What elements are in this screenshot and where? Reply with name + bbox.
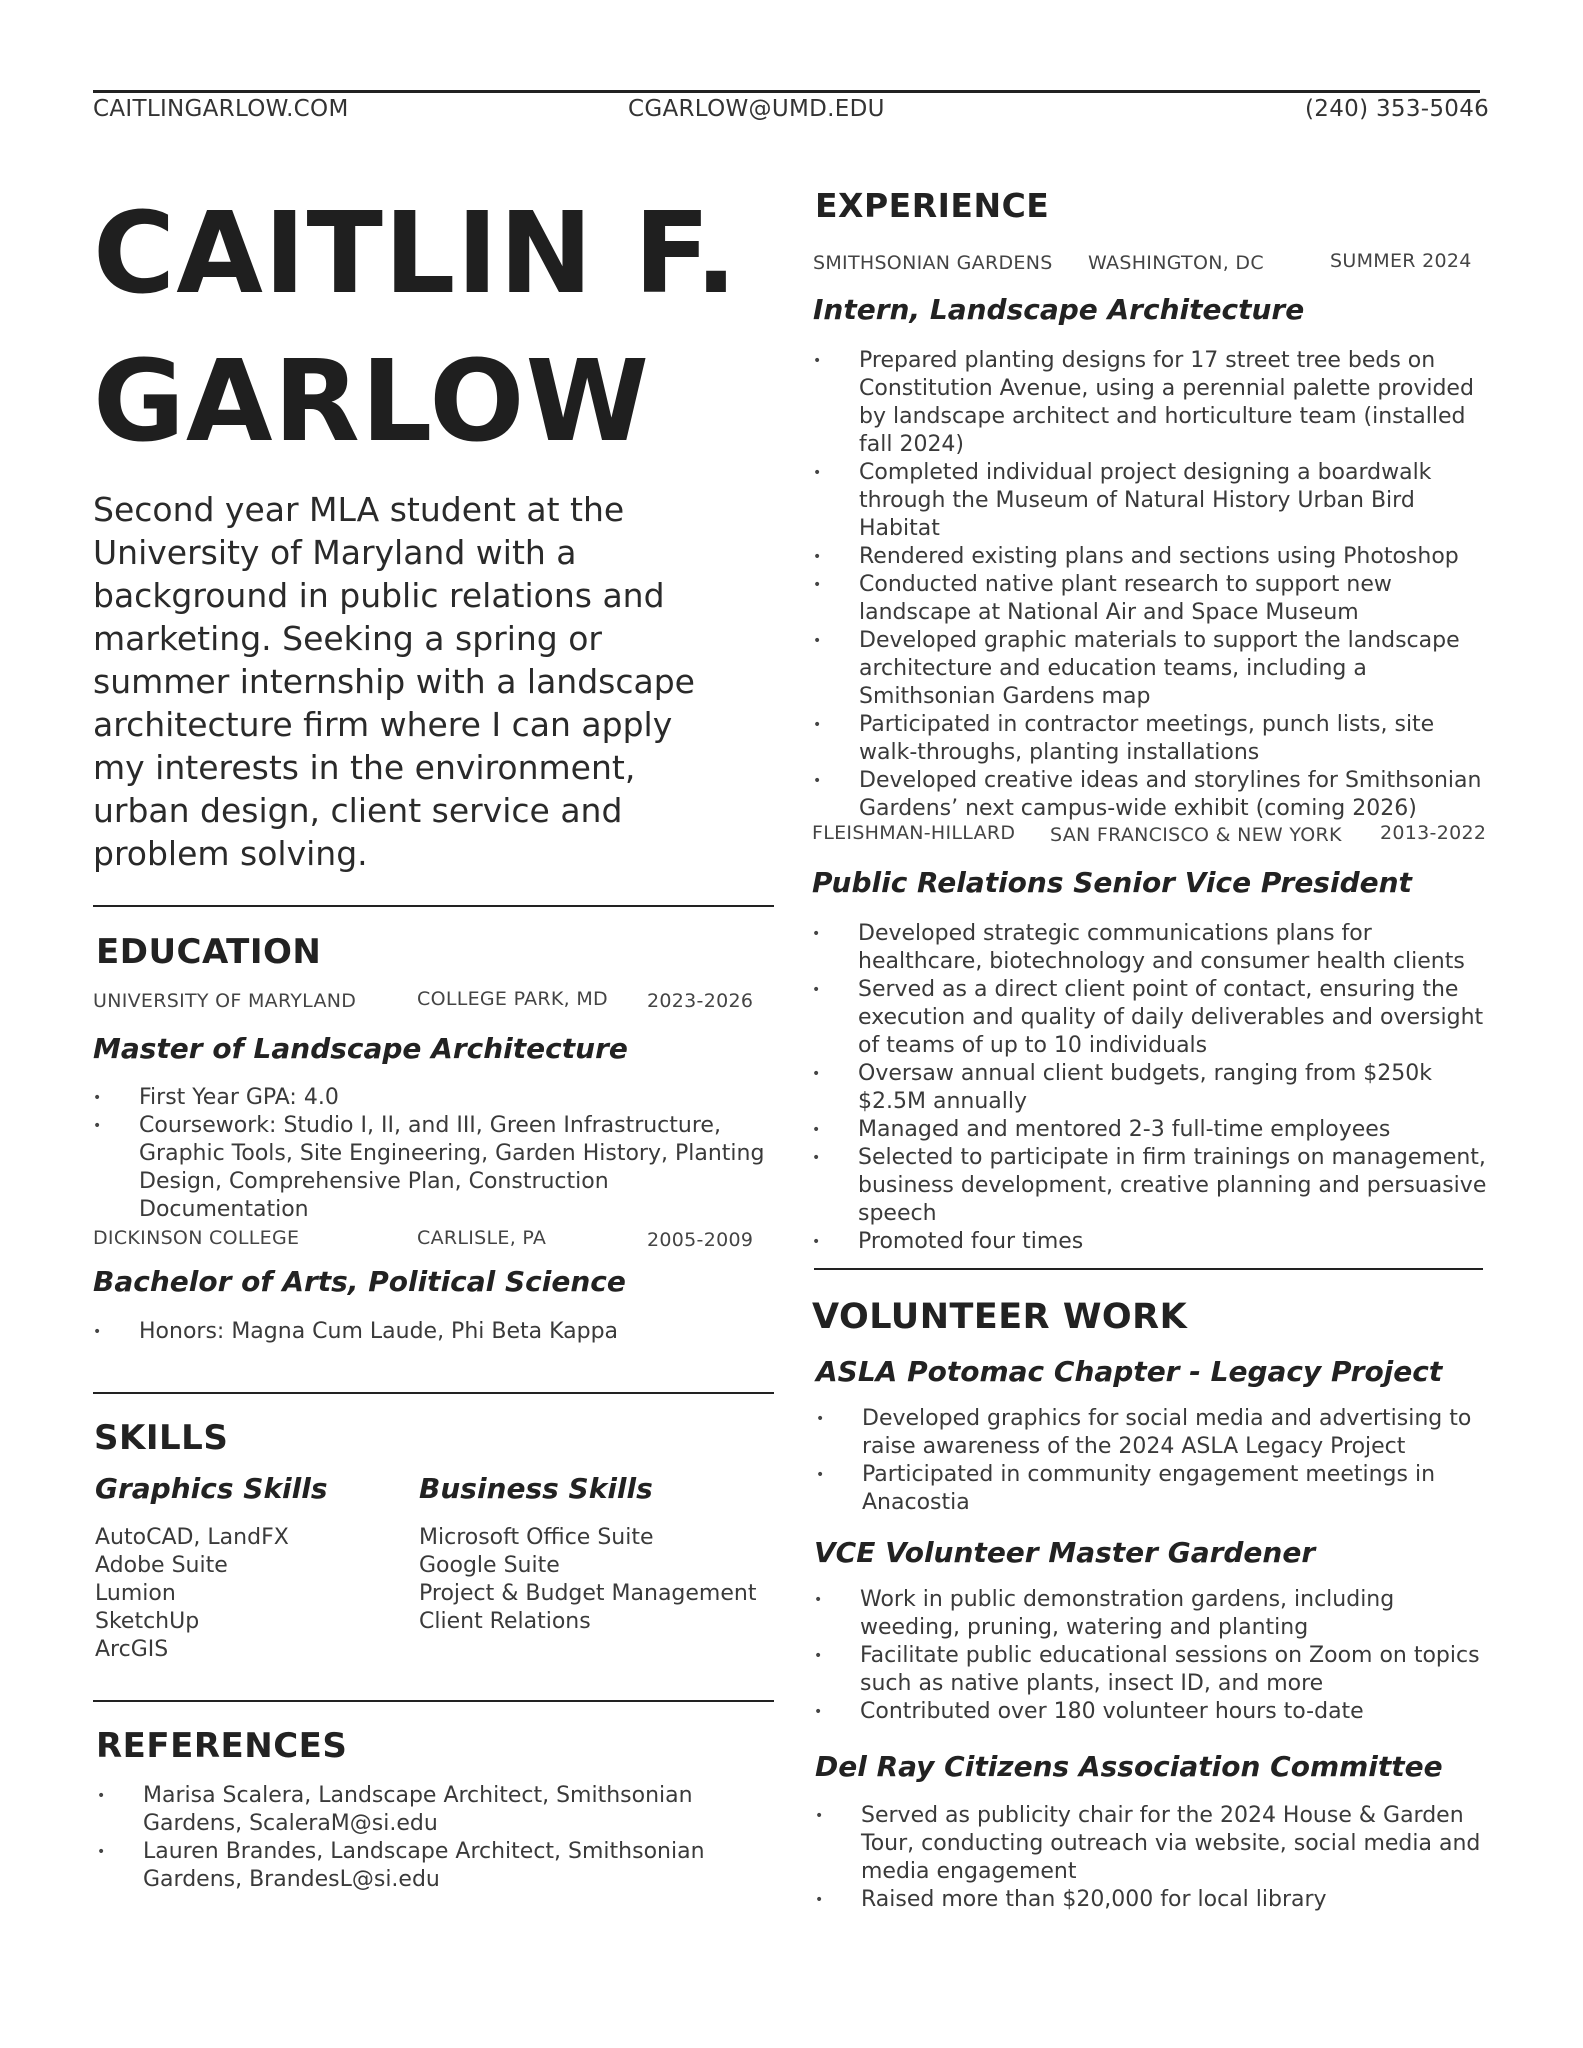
job-1-location: WASHINGTON, DC [1088, 252, 1264, 274]
references-list [97, 1782, 717, 1894]
graphics-skills-list [95, 1524, 289, 1664]
vol-1-bullets [816, 1405, 1496, 1517]
job-2-role: Public Relations Senior Vice President [812, 866, 1412, 899]
skills-heading: SKILLS [94, 1418, 229, 1458]
edu-1-bullets [93, 1084, 773, 1224]
list-item: • Served as publicity chair for the 2024 House & Garden Tour, conducting outreach via website, social media and media engagement [815, 1802, 1495, 1886]
list-item: AutoCAD, LandFX [95, 1525, 289, 1550]
email-link[interactable]: CGARLOW@UMD.EDU [628, 96, 885, 122]
phone-number: (240) 353-5046 [1305, 96, 1490, 122]
list-item: • Facilitate public educational sessions on Zoom on topics such as native plants, insect ID, and more [814, 1642, 1494, 1698]
job-1-bullets [813, 347, 1493, 823]
vol-3-role: Del Ray Citizens Association Committee [815, 1750, 1443, 1783]
list-item: • Promoted four times [812, 1228, 1492, 1256]
list-item: • Marisa Scalera, Landscape Architect, Smithsonian Gardens, ScaleraM@si.edu [97, 1782, 717, 1838]
list-item: • First Year GPA: 4.0 [93, 1084, 773, 1112]
page-title [93, 180, 738, 476]
education-divider [93, 905, 774, 907]
vol-1-role: ASLA Potomac Chapter - Legacy Project [816, 1355, 1443, 1388]
list-item: Adobe Suite [95, 1553, 228, 1578]
edu-2-degree: Bachelor of Arts, Political Science [93, 1265, 626, 1298]
edu-2-bullets [93, 1318, 773, 1346]
list-item: • Prepared planting designs for 17 street tree beds on Constitution Avenue, using a perennial palette provided by landscape architect and horticulture team (installed fall 2024) [813, 347, 1493, 459]
references-heading: REFERENCES [96, 1726, 348, 1766]
list-item: Project & Budget Management [419, 1581, 757, 1606]
intro-summary: Second year MLA student at the University of Maryland with a background in public relations and marketing. Seeking a spring or summer internship with a landscape architecture firm where I can apply my interests in the environment, urban design, client service and problem solving. [93, 490, 695, 873]
edu-2-school: DICKINSON COLLEGE [93, 1227, 300, 1249]
business-skills-list [419, 1524, 756, 1636]
volunteer-heading: VOLUNTEER WORK [812, 1297, 1188, 1337]
list-item: • Developed creative ideas and storylines for Smithsonian Gardens’ next campus-wide exhibit (coming 2026) [813, 767, 1493, 823]
job-2-org: FLEISHMAN-HILLARD [812, 822, 1016, 844]
list-item: • Raised more than $20,000 for local library [815, 1886, 1495, 1914]
experience-heading: EXPERIENCE [815, 186, 1050, 225]
list-item: • Participated in community engagement meetings in Anacostia [816, 1461, 1496, 1517]
list-item: • Served as a direct client point of contact, ensuring the execution and quality of daily deliverables and oversight of teams of up to 10 individuals [812, 976, 1492, 1060]
job-2-dates: 2013-2022 [1380, 822, 1487, 844]
list-item: • Honors: Magna Cum Laude, Phi Beta Kappa [93, 1318, 773, 1346]
edu-2-dates: 2005-2009 [647, 1229, 754, 1251]
references-divider [93, 1700, 774, 1702]
edu-1-location: COLLEGE PARK, MD [417, 988, 608, 1010]
list-item: • Work in public demonstration gardens, including weeding, pruning, watering and planting [814, 1586, 1494, 1642]
edu-1-dates: 2023-2026 [647, 990, 754, 1012]
list-item: SketchUp [95, 1609, 200, 1634]
job-1-role: Intern, Landscape Architecture [813, 293, 1305, 326]
list-item: • Selected to participate in firm trainings on management, business development, creative planning and persuasive speech [812, 1144, 1492, 1228]
list-item: Client Relations [419, 1609, 591, 1634]
list-item: • Completed individual project designing a boardwalk through the Museum of Natural History Urban Bird Habitat [813, 459, 1493, 543]
vol-3-bullets [815, 1802, 1495, 1914]
list-item: ArcGIS [95, 1637, 169, 1662]
list-item: • Coursework: Studio I, II, and III, Green Infrastructure, Graphic Tools, Site Engineering, Garden History, Planting Design, Comprehensive Plan, Construction Documentation [93, 1112, 773, 1224]
list-item: Lumion [95, 1581, 176, 1606]
job-2-bullets [812, 920, 1492, 1256]
list-item: • Developed strategic communications plans for healthcare, biotechnology and consumer health clients [812, 920, 1492, 976]
job-2-location: SAN FRANCISCO & NEW YORK [1050, 824, 1342, 846]
edu-1-degree: Master of Landscape Architecture [93, 1032, 628, 1065]
business-skills-heading: Business Skills [419, 1472, 653, 1505]
skills-divider [93, 1392, 774, 1394]
job-1-dates: SUMMER 2024 [1330, 250, 1472, 272]
list-item: • Contributed over 180 volunteer hours to-date [814, 1698, 1494, 1726]
website-link[interactable]: CAITLINGARLOW.COM [93, 96, 349, 122]
vol-2-role: VCE Volunteer Master Gardener [814, 1536, 1316, 1569]
list-item: • Oversaw annual client budgets, ranging from $250k $2.5M annually [812, 1060, 1492, 1116]
list-item: • Developed graphics for social media and advertising to raise awareness of the 2024 ASLA Legacy Project [816, 1405, 1496, 1461]
edu-1-school: UNIVERSITY OF MARYLAND [93, 990, 357, 1012]
graphics-skills-heading: Graphics Skills [95, 1472, 328, 1505]
list-item: • Lauren Brandes, Landscape Architect, Smithsonian Gardens, BrandesL@si.edu [97, 1838, 717, 1894]
list-item: • Conducted native plant research to support new landscape at National Air and Space Museum [813, 571, 1493, 627]
list-item: • Managed and mentored 2-3 full-time employees [812, 1116, 1492, 1144]
name-line-1: CAITLIN F. [93, 189, 739, 319]
list-item: • Developed graphic materials to support the landscape architecture and education teams, including a Smithsonian Gardens map [813, 627, 1493, 711]
list-item: • Participated in contractor meetings, punch lists, site walk-throughs, planting installations [813, 711, 1493, 767]
job-1-org: SMITHSONIAN GARDENS [813, 252, 1053, 274]
name-line-2: GARLOW [93, 337, 650, 467]
contact-rule [93, 90, 1480, 93]
list-item: • Rendered existing plans and sections using Photoshop [813, 543, 1493, 571]
education-heading: EDUCATION [96, 932, 322, 972]
edu-2-location: CARLISLE, PA [417, 1227, 547, 1249]
volunteer-divider [814, 1268, 1483, 1270]
list-item: Google Suite [419, 1553, 560, 1578]
list-item: Microsoft Office Suite [419, 1525, 654, 1550]
vol-2-bullets [814, 1586, 1494, 1726]
